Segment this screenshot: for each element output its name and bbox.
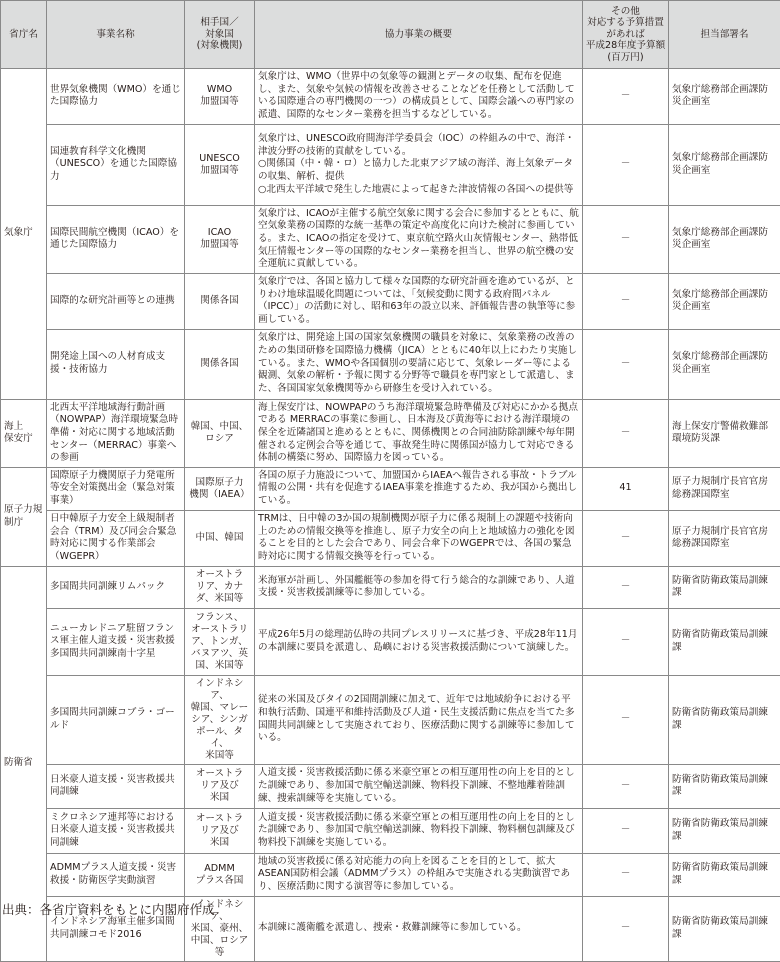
summary-cell: 本訓練に護衛艦を派遣し、捜索・救難訓練等に参加している。 <box>255 896 583 961</box>
budget-cell: － <box>583 608 669 675</box>
department-cell: 気象庁総務部企画課防災企画室 <box>669 273 780 329</box>
project-name-cell: ミクロネシア連邦等における日米豪人道支援・災害救援共同訓練 <box>47 808 185 853</box>
budget-cell: － <box>583 853 669 896</box>
department-cell: 防衛省防衛政策局訓練課 <box>669 566 780 608</box>
partner-cell: 関係各国 <box>185 273 255 329</box>
partner-cell: ADMM プラス各国 <box>185 853 255 896</box>
summary-cell: 気象庁は、WMO（世界中の気象等の観測とデータの収集、配布を促進し、また、気象や気候の情報を改善させることなどを任務として活動している国際連合の専門機関の一つ）の構成員として、国際会議への専門家の派遣、国際的なセンター業務を担当するなどしている。 <box>255 69 583 125</box>
budget-cell: － <box>583 273 669 329</box>
table-row <box>1 853 780 896</box>
project-name-cell: 国際的な研究計画等との連携 <box>47 273 185 329</box>
partner-cell: インドネシア、 韓国、マレー シア、シンガ ポール、タイ、 米国等 <box>185 675 255 764</box>
partner-cell: フランス、 オーストラリ ア、トンガ、 バヌアツ、英 国、米国等 <box>185 608 255 675</box>
summary-cell: 海上保安庁は、NOWPAPのうち海洋環境緊急時準備及び対応にかかる拠点である MERRACの事業に参画し、日本海及び黄海等における海洋環境の保全を近隣諸国と進めるとともに、関係機関との合同油防除訓練や毎年開催される定例会合等を通じて、事故発生時に関係国が協力して対応できる体制の構築に努め、国際協力を図っている。 <box>255 399 583 467</box>
table-row <box>1 467 780 510</box>
summary-cell: 気象庁は、UNESCO政府間海洋学委員会（IOC）の枠組みの中で、海洋・津波分野の技術的貢献をしている。 ○関係国（中・韓・ロ）と協力した北東アジア域の海洋、海上気象データの収集、解析、提供 ○北西太平洋域で発生した地震によって起きた津波情報の各国への提供等 <box>255 124 583 205</box>
partner-cell: 中国、韓国 <box>185 510 255 566</box>
table-row <box>1 675 780 764</box>
partner-cell: オーストラ リア及び 米国 <box>185 808 255 853</box>
summary-cell: 人道支援・災害救援活動に係る米豪空軍との相互運用性の向上を目的とした訓練であり、参加国で航空輸送訓練、物料投下訓練、物料梱包訓練及び物料投下訓練を実施している。 <box>255 808 583 853</box>
summary-cell: 地域の災害救援に係る対応能力の向上を図ることを目的として、拡大ASEAN国防相会議（ADMMプラス）の枠組みで実施される実動演習であり、医療活動に関する演習等に参加している。 <box>255 853 583 896</box>
department-cell: 防衛省防衛政策局訓練課 <box>669 853 780 896</box>
header-project-name: 事業名称 <box>47 1 185 69</box>
department-cell: 気象庁総務部企画課防災企画室 <box>669 69 780 125</box>
header-ministry: 省庁名 <box>1 1 47 69</box>
project-name-cell: 日中韓原子力安全上級規制者会合（TRM）及び同会合緊急時対応に関する作業部会（WGEPR） <box>47 510 185 566</box>
project-name-cell: 国際民間航空機関（ICAO）を通じた国際協力 <box>47 205 185 273</box>
table-row <box>1 205 780 273</box>
department-cell: 海上保安庁警備救難部環境防災課 <box>669 399 780 467</box>
partner-cell: ICAO 加盟国等 <box>185 205 255 273</box>
budget-cell: － <box>583 808 669 853</box>
project-name-cell: 北西太平洋地域海行動計画（NOWPAP）海洋環境緊急時準備・対応に関する地域活動センター（MERRAC）事業への参画 <box>47 399 185 467</box>
budget-cell: － <box>583 399 669 467</box>
department-cell: 防衛省防衛政策局訓練課 <box>669 896 780 961</box>
table-row <box>1 608 780 675</box>
table-row <box>1 273 780 329</box>
budget-cell: － <box>583 675 669 764</box>
department-cell: 原子力規制庁長官官房総務課国際室 <box>669 467 780 510</box>
partner-cell: 関係各国 <box>185 329 255 399</box>
budget-cell: － <box>583 329 669 399</box>
partner-cell: UNESCO 加盟国等 <box>185 124 255 205</box>
budget-cell: － <box>583 510 669 566</box>
budget-cell: － <box>583 205 669 273</box>
table-row <box>1 808 780 853</box>
budget-cell: － <box>583 566 669 608</box>
summary-cell: 人道支援・災害救援活動に係る米豪空軍との相互運用性の向上を目的とした訓練であり、参加国で航空輸送訓練、物料投下訓練、不整地離着陸訓練、捜索訓練等を実施している。 <box>255 764 583 808</box>
table-row <box>1 764 780 808</box>
partner-cell: オーストラ リア、カナ ダ、米国等 <box>185 566 255 608</box>
partner-cell: WMO 加盟国等 <box>185 69 255 125</box>
project-name-cell: 開発途上国への人材育成支援・技術協力 <box>47 329 185 399</box>
table-row <box>1 329 780 399</box>
project-name-cell: ニューカレドニア駐留フランス軍主催人道支援・災害救援多国間共同訓練南十字星 <box>47 608 185 675</box>
partner-cell: 国際原子力 機関（IAEA） <box>185 467 255 510</box>
project-name-cell: 国際原子力機関原子力発電所等安全対策拠出金（緊急対策事業） <box>47 467 185 510</box>
table-row <box>1 399 780 467</box>
project-name-cell: ADMMプラス人道支援・災害救援・防衛医学実動演習 <box>47 853 185 896</box>
summary-cell: 米海軍が計画し、外国艦艇等の参加を得て行う総合的な訓練であり、人道支援・災害救援訓練等に参加している。 <box>255 566 583 608</box>
ministry-cell: 防衛省 <box>1 566 47 961</box>
department-cell: 防衛省防衛政策局訓練課 <box>669 608 780 675</box>
budget-cell: － <box>583 764 669 808</box>
project-name-cell: 多国間共同訓練リムパック <box>47 566 185 608</box>
header-department: 担当部署名 <box>669 1 780 69</box>
project-name-cell: 世界気象機関（WMO）を通じた国際協力 <box>47 69 185 125</box>
table-header-row <box>1 1 780 69</box>
table-row <box>1 566 780 608</box>
department-cell: 防衛省防衛政策局訓練課 <box>669 764 780 808</box>
header-budget: その他 対応する予算措置 があれば 平成28年度予算額 (百万円) <box>583 1 669 69</box>
department-cell: 防衛省防衛政策局訓練課 <box>669 675 780 764</box>
partner-cell: インドネシア、 米国、豪州、 中国、ロシア 等 <box>185 896 255 961</box>
project-name-cell: 多国間共同訓練コブラ・ゴールド <box>47 675 185 764</box>
table-row <box>1 510 780 566</box>
summary-cell: 従来の米国及びタイの2国間訓練に加えて、近年では地域紛争における平和執行活動、国連平和維持活動及び人道・民生支援活動に焦点を当てた多国間共同訓練として実施されており、医療活動に関する訓練等に参加している。 <box>255 675 583 764</box>
ministry-cell: 気象庁 <box>1 69 47 400</box>
summary-cell: 気象庁は、ICAOが主催する航空気象に関する会合に参加するとともに、航空気象業務の国際的な統一基準の策定や高度化に向けた検討に参画している。また、ICAOの指定を受けて、東京航空路火山灰情報センター、熱帯低気圧情報センター等の国際的なセンター業務を担当し、世界の航空機の安全運航に貢献している。 <box>255 205 583 273</box>
header-summary: 協力事業の概要 <box>255 1 583 69</box>
department-cell: 防衛省防衛政策局訓練課 <box>669 808 780 853</box>
summary-cell: 平成26年5月の総理訪仏時の共同プレスリリースに基づき、平成28年11月の本訓練に要員を派遣し、島嶼における災害救援活動について演練した。 <box>255 608 583 675</box>
ministry-cell: 原子力規 制庁 <box>1 467 47 566</box>
budget-cell: － <box>583 896 669 961</box>
header-partner: 相手国／ 対象国 (対象機関) <box>185 1 255 69</box>
summary-cell: TRMは、日中韓の3か国の規制機関が原子力に係る規制上の課題や技術向上のための情報交換等を推進し、原子力安全の向上と地域協力の強化を図ることを目的とした会合であり、同会合傘下のWGEPRでは、各国の緊急時対応に関する情報交換等を行っている。 <box>255 510 583 566</box>
summary-cell: 気象庁では、各国と協力して様々な国際的な研究計画を進めているが、とりわけ地球温暖化問題については、「気候変動に関する政府間パネル（IPCC）」の活動に対し、昭和63年の設立以来、評価報告書の執筆等に参画している。 <box>255 273 583 329</box>
project-name-cell: 国連教育科学文化機関（UNESCO）を通じた国際協力 <box>47 124 185 205</box>
summary-cell: 各国の原子力施設について、加盟国からIAEAへ報告される事故・トラブル情報の公開・共有を促進するIAEA事業を推進するため、我が国から拠出している。 <box>255 467 583 510</box>
department-cell: 原子力規制庁長官官房総務課国際室 <box>669 510 780 566</box>
department-cell: 気象庁総務部企画課防災企画室 <box>669 205 780 273</box>
department-cell: 気象庁総務部企画課防災企画室 <box>669 329 780 399</box>
budget-cell: － <box>583 69 669 125</box>
partner-cell: オーストラ リア及び 米国 <box>185 764 255 808</box>
budget-cell: － <box>583 124 669 205</box>
project-name-cell: 日米豪人道支援・災害救援共同訓練 <box>47 764 185 808</box>
summary-cell: 気象庁は、開発途上国の国家気象機関の職員を対象に、気象業務の改善のための集団研修を国際協力機構（JICA）とともに40年以上にわたり実施している。また、WMOや各国個別の要請に応じて、気象レーダー等による観測、気象の解析・予報に関する分野等で職員を専門家として派遣し、また、各国国家気象機関等から研修生を受け入れている。 <box>255 329 583 399</box>
project-name-cell: インドネシア海軍主催多国間共同訓練コモド2016 <box>47 896 185 961</box>
source-note: 出典：各省庁資料をもとに内閣府作成 <box>2 900 215 918</box>
department-cell: 気象庁総務部企画課防災企画室 <box>669 124 780 205</box>
ministry-cell: 海上 保安庁 <box>1 399 47 467</box>
table-body <box>1 69 780 962</box>
partner-cell: 韓国、中国、 ロシア <box>185 399 255 467</box>
table-row <box>1 124 780 205</box>
budget-cell: 41 <box>583 467 669 510</box>
table-row <box>1 69 780 125</box>
